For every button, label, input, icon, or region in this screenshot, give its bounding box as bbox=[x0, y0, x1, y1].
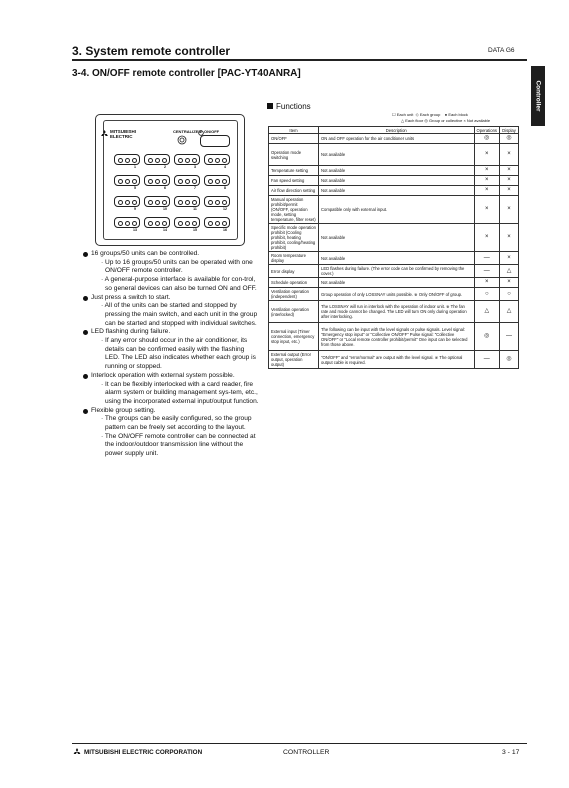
led-icon bbox=[192, 200, 197, 205]
feature-detail: · It can be flexibly interlocked with a card reader, fire alarm system or building management sys-tem, etc., using the incorporated external input/output function. bbox=[101, 380, 259, 405]
led-icon bbox=[208, 179, 213, 184]
group-number: 14 bbox=[163, 228, 167, 232]
row-description: Compatible only with external input. bbox=[319, 196, 475, 224]
led-icon bbox=[215, 158, 220, 163]
display-symbol: × bbox=[500, 166, 519, 176]
led-icon bbox=[222, 221, 227, 226]
table-row bbox=[269, 301, 519, 323]
table-row bbox=[269, 288, 519, 301]
feature-detail: · Up to 16 groups/50 units can be operated with one ON/OFF remote controller. bbox=[101, 258, 253, 275]
led-icon bbox=[208, 158, 213, 163]
title-rule bbox=[72, 59, 527, 61]
led-icon bbox=[125, 221, 130, 226]
group-button[interactable] bbox=[204, 196, 230, 207]
legend-each-unit: Each unit bbox=[396, 112, 414, 117]
group-button[interactable] bbox=[174, 154, 200, 165]
group-number: 10 bbox=[163, 207, 167, 211]
table-row bbox=[269, 252, 519, 265]
group-number: 12 bbox=[223, 207, 227, 211]
group-button[interactable] bbox=[144, 217, 170, 228]
group-number: 7 bbox=[194, 186, 196, 190]
row-description: Not available bbox=[319, 166, 475, 176]
row-description: LED flashes during failure. (The error code can be confirmed by removing the cover.) bbox=[319, 265, 475, 278]
display-symbol: × bbox=[500, 144, 519, 166]
row-item: Manual operation prohibit/permit (ON/OFF, operation mode, setting temperature, filter reset) bbox=[269, 196, 319, 224]
led-icon bbox=[222, 158, 227, 163]
group-button[interactable] bbox=[174, 196, 200, 207]
led-icon bbox=[162, 158, 167, 163]
led-icon bbox=[118, 158, 123, 163]
display-symbol: × bbox=[500, 278, 519, 288]
row-item: Ventilation operation (interlocked) bbox=[269, 301, 319, 323]
operations-symbol: — bbox=[474, 252, 499, 265]
operations-symbol: × bbox=[474, 278, 499, 288]
display-symbol: ◎ bbox=[500, 134, 519, 144]
legend-not-available: Not available bbox=[466, 118, 491, 123]
row-description: Not available bbox=[319, 176, 475, 186]
led-icon bbox=[222, 179, 227, 184]
group-button[interactable] bbox=[204, 217, 230, 228]
bullet-icon bbox=[83, 330, 88, 335]
led-icon bbox=[125, 179, 130, 184]
display-symbol: × bbox=[500, 186, 519, 196]
group-button[interactable] bbox=[204, 154, 230, 165]
row-description: "ON/OFF" and "error/normal" are output with the level signal. ※ The optional output cable is required. bbox=[319, 351, 475, 369]
operations-symbol: ◎ bbox=[474, 323, 499, 351]
table-row bbox=[269, 224, 519, 252]
operations-symbol: — bbox=[474, 265, 499, 278]
onoff-label: ON/OFF bbox=[204, 129, 220, 134]
functions-table-body bbox=[269, 134, 519, 369]
feature-detail: · All of the units can be started and stopped by pressing the main switch, and each unit in the group can be started and stopped with individual switches. bbox=[101, 302, 258, 327]
each-floor-icon: △ bbox=[401, 118, 405, 123]
centralized-label: CENTRALIZED bbox=[173, 129, 202, 134]
row-description: Not available bbox=[319, 186, 475, 196]
feature-title: Just press a switch to start. bbox=[91, 293, 171, 301]
group-number: 2 bbox=[164, 165, 166, 169]
led-icon bbox=[162, 200, 167, 205]
row-item: External output (Error output, operation output) bbox=[269, 351, 319, 369]
functions-heading bbox=[267, 102, 311, 111]
legend-each-block: Each block bbox=[448, 112, 468, 117]
display-symbol: × bbox=[500, 224, 519, 252]
led-icon bbox=[125, 158, 130, 163]
group-button[interactable] bbox=[114, 217, 140, 228]
feature-detail: · A general-purpose interface is available for con-trol, so general devices can also be turned ON and OFF. bbox=[101, 276, 257, 292]
mitsubishi-logo-icon bbox=[72, 748, 82, 756]
row-item: Room temperature display bbox=[269, 252, 319, 265]
group-number: 6 bbox=[164, 186, 166, 190]
group-button[interactable] bbox=[144, 154, 170, 165]
table-row bbox=[269, 351, 519, 369]
led-icon bbox=[178, 158, 183, 163]
row-item: Ventilation operation (independent) bbox=[269, 288, 319, 301]
row-description: ON and OFF operation for the air conditioner units bbox=[319, 134, 475, 144]
feature-list bbox=[83, 250, 259, 459]
led-icon bbox=[185, 200, 190, 205]
table-row bbox=[269, 196, 519, 224]
led-icon bbox=[155, 179, 160, 184]
group-button[interactable] bbox=[204, 175, 230, 186]
operations-symbol: × bbox=[474, 196, 499, 224]
group-number: 8 bbox=[224, 186, 226, 190]
col-display: Display bbox=[500, 127, 519, 134]
led-icon bbox=[148, 200, 153, 205]
group-button[interactable] bbox=[114, 175, 140, 186]
footer-rule bbox=[72, 743, 527, 744]
led-icon bbox=[155, 200, 160, 205]
group-number: 3 bbox=[194, 165, 196, 169]
brand-line2: ELECTRIC bbox=[110, 133, 133, 139]
table-row bbox=[269, 144, 519, 166]
table-row bbox=[269, 265, 519, 278]
operations-symbol: △ bbox=[474, 301, 499, 323]
operations-symbol: ○ bbox=[474, 288, 499, 301]
feature-title: Interlock operation with external system possible. bbox=[91, 371, 235, 379]
led-icon bbox=[185, 158, 190, 163]
bullet-icon bbox=[83, 296, 88, 301]
led-icon bbox=[162, 221, 167, 226]
square-bullet-icon bbox=[267, 103, 273, 109]
legend-each-group: Each group bbox=[419, 112, 441, 117]
led-icon bbox=[118, 200, 123, 205]
footer-section: CONTROLLER bbox=[283, 749, 330, 756]
row-description: Not available bbox=[319, 278, 475, 288]
display-symbol: × bbox=[500, 176, 519, 186]
display-symbol: △ bbox=[500, 265, 519, 278]
each-block-icon: ● bbox=[444, 112, 448, 117]
led-icon bbox=[132, 221, 137, 226]
footer-company: MITSUBISHI ELECTRIC CORPORATION bbox=[84, 749, 203, 756]
section-title: 3. System remote controller bbox=[72, 44, 231, 58]
led-icon bbox=[208, 200, 213, 205]
main-onoff-button[interactable] bbox=[200, 135, 230, 147]
row-description: Group operation of only LOSSNAY units possible. ※ Only ON/OFF of group. bbox=[319, 288, 475, 301]
group-number: 4 bbox=[224, 165, 226, 169]
row-item: Specific mode operation prohibit (Cooling prohibit, heating prohibit, cooling/heating prohibit) bbox=[269, 224, 319, 252]
led-icon bbox=[222, 200, 227, 205]
feature-item bbox=[83, 294, 259, 329]
row-description: Not available bbox=[319, 144, 475, 166]
led-icon bbox=[208, 221, 213, 226]
led-icon bbox=[178, 179, 183, 184]
feature-item bbox=[83, 250, 259, 294]
brand-line1: MITSUBISHI bbox=[110, 129, 137, 134]
row-item: Operation mode switching bbox=[269, 144, 319, 166]
group-or-collective-icon: ◎ bbox=[424, 118, 428, 123]
table-row bbox=[269, 278, 519, 288]
led-icon bbox=[192, 158, 197, 163]
group-number: 13 bbox=[133, 228, 137, 232]
group-number: 1 bbox=[134, 165, 136, 169]
group-button[interactable] bbox=[114, 154, 140, 165]
group-button[interactable] bbox=[114, 196, 140, 207]
side-tab-label: Controller bbox=[534, 80, 542, 112]
led-icon bbox=[192, 221, 197, 226]
functions-table bbox=[268, 126, 519, 369]
row-item: Fan speed setting bbox=[269, 176, 319, 186]
display-symbol: × bbox=[500, 196, 519, 224]
table-row bbox=[269, 176, 519, 186]
row-item: Temperature setting bbox=[269, 166, 319, 176]
group-button[interactable] bbox=[174, 217, 200, 228]
group-button[interactable] bbox=[144, 196, 170, 207]
display-symbol: — bbox=[500, 323, 519, 351]
table-row bbox=[269, 134, 519, 144]
led-icon bbox=[192, 179, 197, 184]
row-description: The following can be input with the level signals or pulse signals. Level signal: "Emergency stop input" or "Collective ON/OFF" Pulse signal: "Collective ON/OFF" or "Local remote controller prohibit/permit" One input can be selected from those above. bbox=[319, 323, 475, 351]
each-group-icon: ◇ bbox=[415, 112, 419, 117]
not-available-icon: × bbox=[463, 118, 466, 123]
feature-title: 16 groups/50 units can be controlled. bbox=[91, 250, 200, 257]
table-row bbox=[269, 186, 519, 196]
col-item: Item bbox=[269, 127, 319, 134]
row-description: The LOSSNAY will run in interlock with the operation of indoor unit. ※ The fan rate and mode cannot be changed. The LED will turn ON only during operation after interlocking. bbox=[319, 301, 475, 323]
bullet-icon bbox=[83, 252, 88, 257]
group-button[interactable] bbox=[174, 175, 200, 186]
side-tab[interactable] bbox=[531, 66, 545, 126]
group-button[interactable] bbox=[144, 175, 170, 186]
table-row bbox=[269, 166, 519, 176]
led-icon bbox=[215, 200, 220, 205]
group-number: 15 bbox=[193, 228, 197, 232]
led-icon bbox=[148, 158, 153, 163]
operations-symbol: × bbox=[474, 144, 499, 166]
led-icon bbox=[215, 179, 220, 184]
led-icon bbox=[185, 179, 190, 184]
table-header-row bbox=[269, 127, 519, 134]
led-icon bbox=[125, 200, 130, 205]
led-icon bbox=[155, 158, 160, 163]
each-unit-icon: ☐ bbox=[392, 112, 396, 117]
table-row bbox=[269, 323, 519, 351]
feature-title: Flexible group setting. bbox=[91, 406, 156, 414]
operations-symbol: × bbox=[474, 176, 499, 186]
sub-title: 3-4. ON/OFF remote controller [PAC-YT40ANRA] bbox=[72, 68, 301, 79]
row-item: Schedule operation bbox=[269, 278, 319, 288]
col-description: Description bbox=[319, 127, 475, 134]
led-icon bbox=[118, 221, 123, 226]
led-icon bbox=[132, 158, 137, 163]
row-item: Air flow direction setting bbox=[269, 186, 319, 196]
feature-detail: · If any error should occur in the air conditioner, its details can be confirmed easily with the flashing LED. The LED also indicates whether each group is running or stopped. bbox=[101, 337, 256, 371]
group-number: 16 bbox=[223, 228, 227, 232]
led-icon bbox=[132, 179, 137, 184]
doc-code: DATA G6 bbox=[488, 47, 515, 54]
operations-symbol: — bbox=[474, 351, 499, 369]
feature-detail: · The groups can be easily configured, so the group pattern can be freely set according to the layout. bbox=[101, 415, 252, 432]
row-item: External input (Timer connection, emergency stop input, etc.) bbox=[269, 323, 319, 351]
led-icon bbox=[118, 179, 123, 184]
row-item: Error display bbox=[269, 265, 319, 278]
group-number: 5 bbox=[134, 186, 136, 190]
led-icon bbox=[185, 221, 190, 226]
row-description: Not available bbox=[319, 252, 475, 265]
display-symbol: × bbox=[500, 252, 519, 265]
display-symbol: ◎ bbox=[500, 351, 519, 369]
operations-symbol: × bbox=[474, 166, 499, 176]
row-description: Not available bbox=[319, 224, 475, 252]
functions-legend bbox=[392, 112, 528, 124]
feature-title: LED flashing during failure. bbox=[91, 328, 171, 336]
led-icon bbox=[178, 221, 183, 226]
led-icon bbox=[162, 179, 167, 184]
legend-group-or-collective: Group or collective bbox=[428, 118, 463, 123]
led-icon bbox=[178, 200, 183, 205]
led-icon bbox=[148, 179, 153, 184]
feature-item bbox=[83, 407, 259, 459]
group-number: 11 bbox=[193, 207, 197, 211]
feature-item bbox=[83, 372, 259, 407]
centralized-button[interactable] bbox=[177, 135, 187, 145]
led-icon bbox=[215, 221, 220, 226]
operations-symbol: × bbox=[474, 186, 499, 196]
display-symbol: △ bbox=[500, 301, 519, 323]
functions-heading-text: Functions bbox=[276, 102, 311, 111]
led-icon bbox=[132, 200, 137, 205]
operations-symbol: ◎ bbox=[474, 134, 499, 144]
led-icon bbox=[148, 221, 153, 226]
col-operations: Operations bbox=[474, 127, 499, 134]
mitsubishi-logo-icon bbox=[100, 130, 109, 138]
display-symbol: ○ bbox=[500, 288, 519, 301]
operations-symbol: × bbox=[474, 224, 499, 252]
brand-label bbox=[110, 130, 136, 139]
feature-item bbox=[83, 328, 259, 372]
feature-detail: · The ON/OFF remote controller can be connected at the indoor/outdoor transmission line without the power supply unit. bbox=[101, 432, 256, 458]
row-item: ON/OFF bbox=[269, 134, 319, 144]
bullet-icon bbox=[83, 409, 88, 414]
bullet-icon bbox=[83, 374, 88, 379]
group-number: 9 bbox=[134, 207, 136, 211]
page-number: 3 - 17 bbox=[502, 749, 520, 756]
legend-each-floor: Each floor bbox=[405, 118, 424, 123]
led-icon bbox=[155, 221, 160, 226]
